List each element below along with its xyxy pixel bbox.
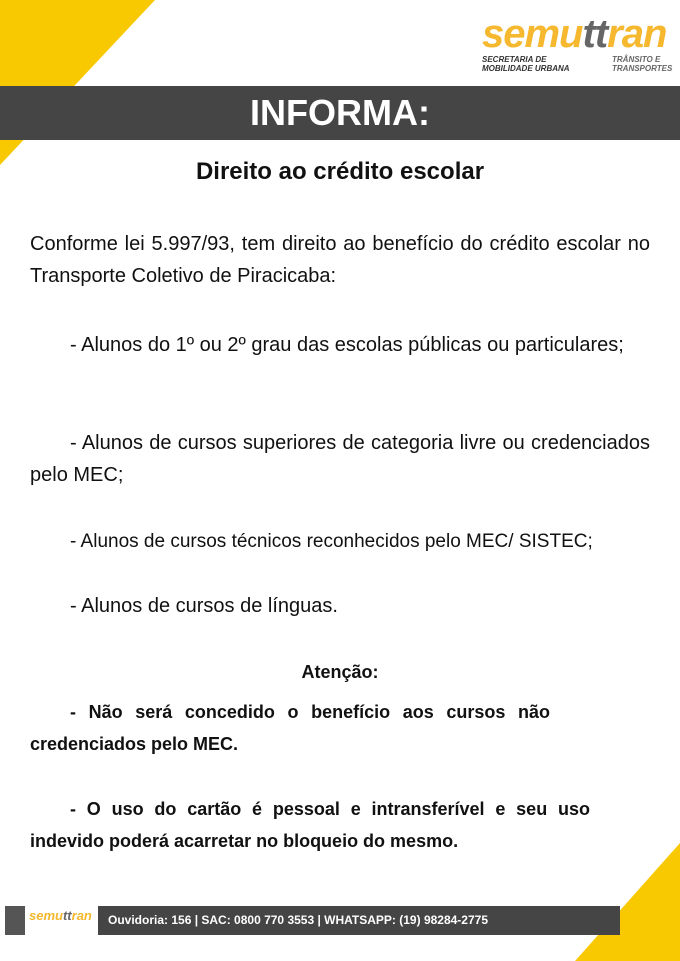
page-title: Direito ao crédito escolar [195, 158, 485, 185]
header-banner: INFORMA: [0, 86, 680, 140]
footer-logo: semuttran [29, 908, 92, 923]
footer-block [5, 906, 25, 935]
list-item: - Alunos de cursos superiores de categoria livre ou credenciados pelo MEC; [30, 432, 650, 486]
decor-triangle-bottom [575, 843, 680, 961]
attention-note: - Não será concedido o benefício aos cursos não credenciados pelo MEC. [30, 702, 550, 754]
semuttran-logo: semuttran SECRETARIA DE MOBILIDADE URBANA TRÂNSITO E TRANSPORTES [482, 12, 673, 73]
footer-contacts: Ouvidoria: 156 | SAC: 0800 770 3553 | WHATSAPP: (19) 98284-2775 [98, 906, 620, 935]
attention-note: - O uso do cartão é pessoal e intransferível e seu uso indevido poderá acarretar no bloqueio do mesmo. [30, 799, 590, 851]
list-item: - Alunos de cursos técnicos reconhecidos pelo MEC/ SISTEC; [70, 531, 593, 552]
list-item: - Alunos de cursos de línguas. [70, 595, 338, 617]
attention-heading: Atenção: [301, 662, 379, 682]
list-item: - Alunos do 1º ou 2º grau das escolas públicas ou particulares; [70, 334, 624, 356]
intro-text: Conforme lei 5.997/93, tem direito ao benefício do crédito escolar no Transporte Coletivo de Piracicaba: [30, 233, 650, 287]
decor-triangle-top [0, 0, 155, 165]
